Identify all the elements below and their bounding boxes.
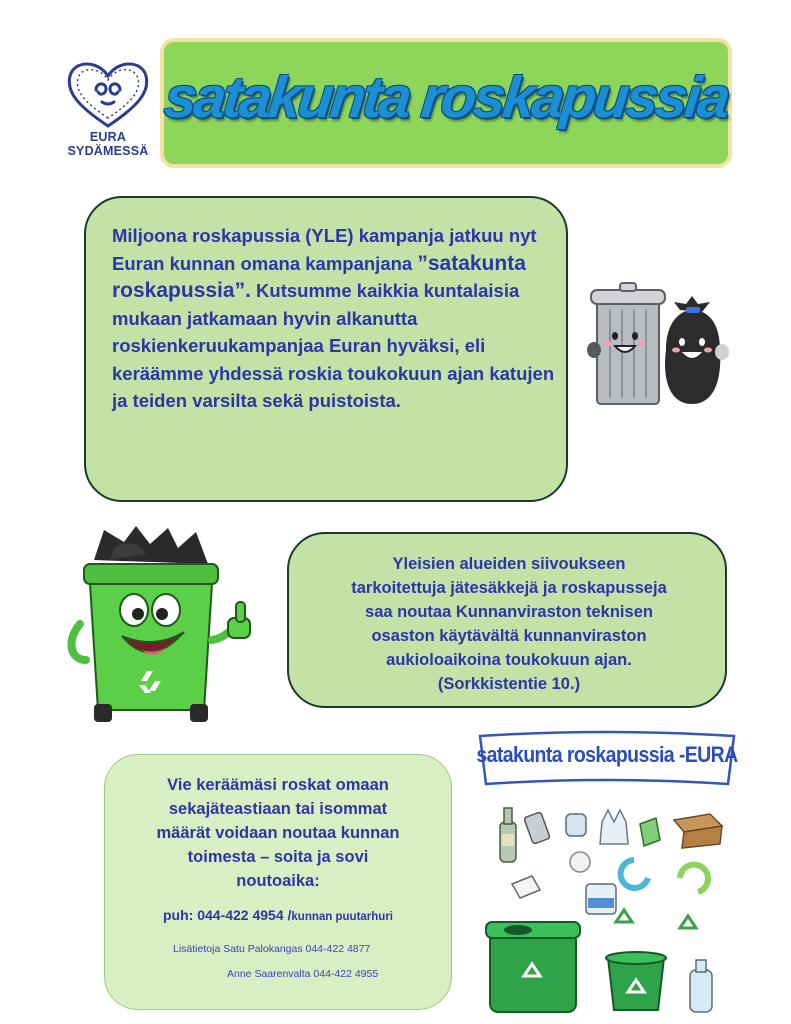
info-line: saa noutaa Kunnanviraston teknisen [365, 603, 653, 621]
phone-prefix: puh [163, 907, 189, 923]
contact-anne: Anne Saarenvalta 044-422 4955 [227, 968, 379, 980]
intro-text-part2: Kutsumme kaikkia kuntalaisia mukaan jatkamaan hyvin alkanutta roskienkeruukampanjaa Euran hyväksi, eli keräämme yhdessä roskia toukokuun ajan katujen ja teiden varsilta sekä puistoista. [112, 280, 555, 411]
phone-number: : 044-422 4954 / [188, 907, 292, 923]
intro-text-part1: Miljoona roskapussia (YLE) kampanja jatkuu nyt Euran kunnan omana kampanjana [112, 225, 537, 274]
intro-campaign-name: ”satakunta roskapussia”. [112, 251, 526, 302]
instructions-line: toimesta – soita ja sovi [187, 848, 369, 866]
page-title: satakunta roskapussia [161, 65, 731, 130]
intro-bubble [84, 196, 568, 502]
info-line: osaston käytävältä kunnanviraston [371, 627, 647, 645]
eura-sydamessa-logo [58, 56, 158, 166]
recycling-items-illustration [484, 800, 744, 1018]
info-line: Yleisien alueiden siivoukseen [392, 555, 626, 573]
instructions-line: sekajäteastiaan tai isommat [168, 800, 388, 818]
info-bubble [287, 532, 727, 708]
title-banner [160, 38, 732, 168]
phone-line [105, 907, 451, 923]
heart-logo-icon [58, 56, 158, 132]
instructions-bubble [104, 754, 452, 1010]
phone-contact-role: kunnan puutarhuri [291, 911, 393, 923]
instructions-text [115, 773, 441, 893]
intro-text [112, 222, 557, 415]
info-line: (Sorkkistentie 10.) [437, 675, 581, 693]
instructions-line: Vie keräämäsi roskat omaan [167, 776, 389, 794]
instructions-line: määrät voidaan noutaa kunnan [156, 824, 400, 842]
logo-line-1: EURA [89, 130, 127, 144]
logo-line-2: SYDÄMESSÄ [67, 144, 149, 158]
eura-ribbon-banner [476, 730, 738, 790]
green-bin-mascot-illustration [66, 520, 266, 728]
info-line: aukioloaikoina toukokuun ajan. [386, 651, 632, 669]
info-text [299, 552, 719, 696]
eura-banner-text: satakunta roskapussia -EURA [476, 742, 738, 768]
contact-satu: Lisätietoja Satu Palokangas 044-422 4877 [173, 943, 371, 955]
trash-can-and-bag-illustration [582, 280, 762, 410]
instructions-line: noutoaika: [236, 872, 320, 890]
info-line: tarkoitettuja jätesäkkejä ja roskapusseja [351, 579, 667, 597]
